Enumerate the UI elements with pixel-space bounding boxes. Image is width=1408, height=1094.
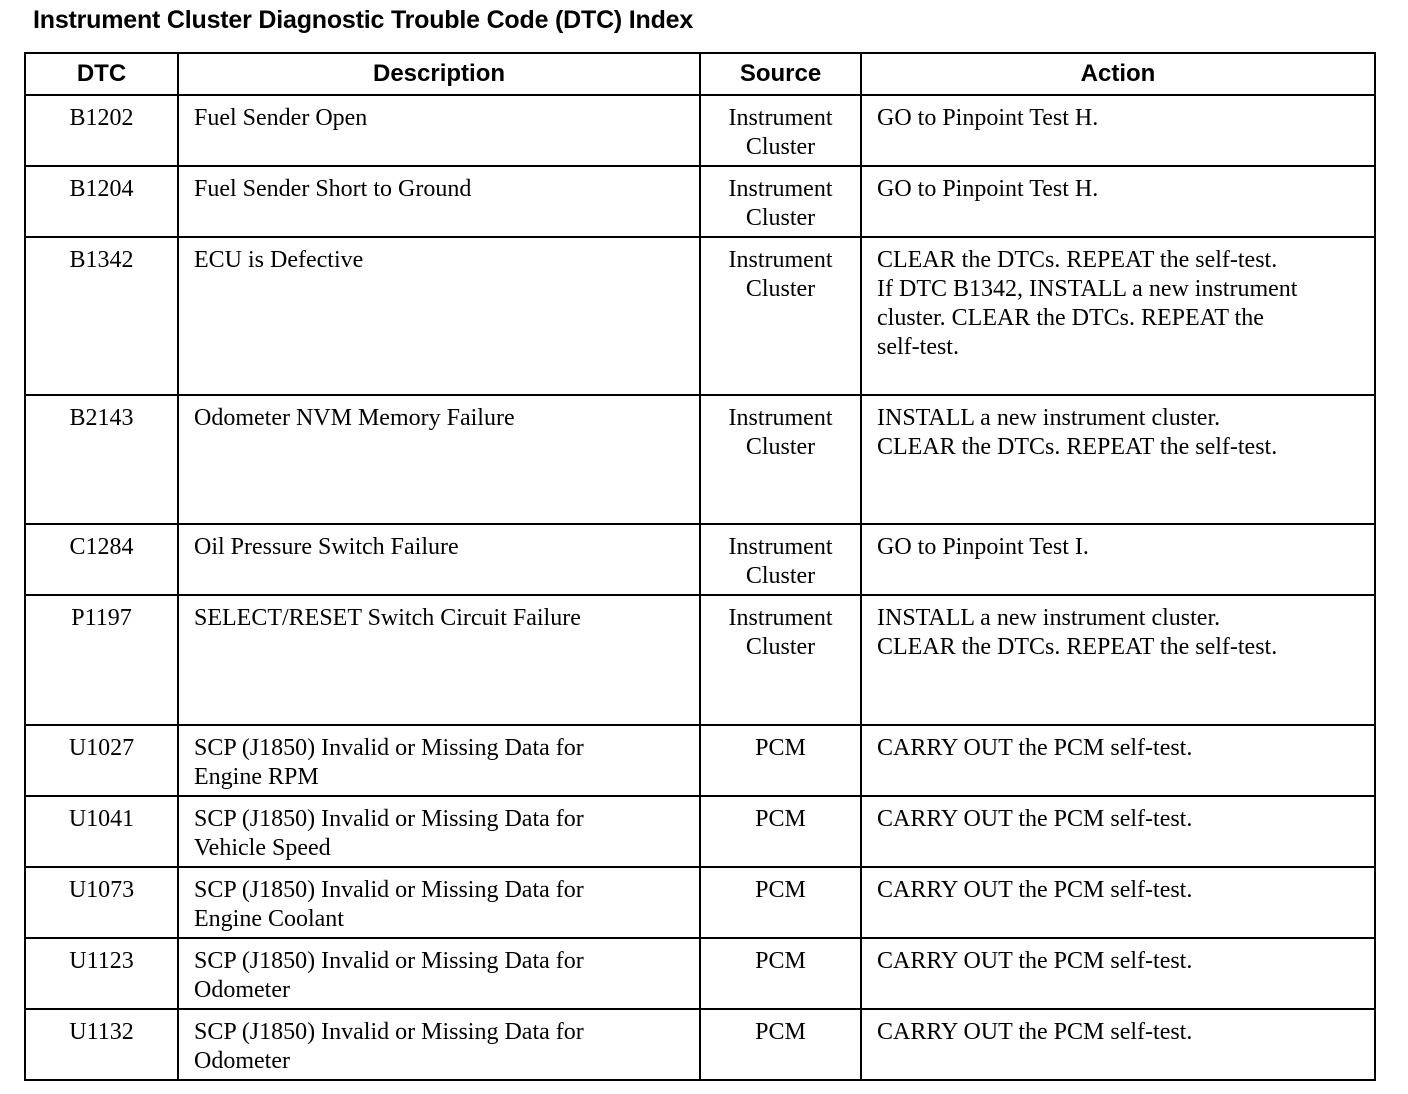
dtc-code-cell: B2143 [25, 395, 178, 524]
table-row [25, 867, 1375, 938]
description-cell: Odometer NVM Memory Failure [178, 395, 700, 524]
source-cell: Instrument Cluster [700, 237, 861, 395]
source-cell: PCM [700, 867, 861, 938]
table-header-row [25, 53, 1375, 95]
table-row [25, 1009, 1375, 1080]
source-cell: Instrument Cluster [700, 166, 861, 237]
action-cell: INSTALL a new instrument cluster. CLEAR the DTCs. REPEAT the self-test. [861, 595, 1375, 725]
table-row [25, 595, 1375, 725]
source-cell: PCM [700, 796, 861, 867]
dtc-code-cell: B1202 [25, 95, 178, 166]
description-cell: ECU is Defective [178, 237, 700, 395]
table-row [25, 725, 1375, 796]
description-cell: SCP (J1850) Invalid or Missing Data for Engine Coolant [178, 867, 700, 938]
column-header-dtc: DTC [25, 53, 178, 95]
description-cell: Fuel Sender Short to Ground [178, 166, 700, 237]
source-cell: Instrument Cluster [700, 395, 861, 524]
dtc-code-cell: C1284 [25, 524, 178, 595]
description-cell: SELECT/RESET Switch Circuit Failure [178, 595, 700, 725]
action-cell: GO to Pinpoint Test H. [861, 95, 1375, 166]
description-cell: SCP (J1850) Invalid or Missing Data for Engine RPM [178, 725, 700, 796]
source-cell: PCM [700, 938, 861, 1009]
table-row [25, 938, 1375, 1009]
table-row [25, 237, 1375, 395]
source-cell: PCM [700, 725, 861, 796]
dtc-code-cell: B1204 [25, 166, 178, 237]
source-cell: Instrument Cluster [700, 95, 861, 166]
action-cell: CARRY OUT the PCM self-test. [861, 1009, 1375, 1080]
description-cell: Fuel Sender Open [178, 95, 700, 166]
table-row [25, 166, 1375, 237]
source-cell: PCM [700, 1009, 861, 1080]
page-title: Instrument Cluster Diagnostic Trouble Code (DTC) Index [33, 6, 694, 34]
action-cell: INSTALL a new instrument cluster. CLEAR the DTCs. REPEAT the self-test. [861, 395, 1375, 524]
action-cell: CARRY OUT the PCM self-test. [861, 725, 1375, 796]
action-cell: GO to Pinpoint Test H. [861, 166, 1375, 237]
dtc-code-cell: U1132 [25, 1009, 178, 1080]
column-header-action: Action [861, 53, 1375, 95]
dtc-code-cell: U1123 [25, 938, 178, 1009]
table-row [25, 796, 1375, 867]
action-cell: GO to Pinpoint Test I. [861, 524, 1375, 595]
dtc-code-cell: U1027 [25, 725, 178, 796]
dtc-code-cell: U1073 [25, 867, 178, 938]
action-cell: CLEAR the DTCs. REPEAT the self-test. If DTC B1342, INSTALL a new instrument cluster. CLEAR the DTCs. REPEAT the self-test. [861, 237, 1375, 395]
description-cell: SCP (J1850) Invalid or Missing Data for Vehicle Speed [178, 796, 700, 867]
description-cell: SCP (J1850) Invalid or Missing Data for Odometer [178, 938, 700, 1009]
source-cell: Instrument Cluster [700, 524, 861, 595]
table-row [25, 524, 1375, 595]
column-header-description: Description [178, 53, 700, 95]
dtc-code-cell: P1197 [25, 595, 178, 725]
table-row [25, 395, 1375, 524]
table-row [25, 95, 1375, 166]
action-cell: CARRY OUT the PCM self-test. [861, 796, 1375, 867]
action-cell: CARRY OUT the PCM self-test. [861, 867, 1375, 938]
source-cell: Instrument Cluster [700, 595, 861, 725]
description-cell: SCP (J1850) Invalid or Missing Data for Odometer [178, 1009, 700, 1080]
dtc-code-cell: B1342 [25, 237, 178, 395]
column-header-source: Source [700, 53, 861, 95]
action-cell: CARRY OUT the PCM self-test. [861, 938, 1375, 1009]
description-cell: Oil Pressure Switch Failure [178, 524, 700, 595]
dtc-code-cell: U1041 [25, 796, 178, 867]
dtc-index-table [24, 52, 1376, 1081]
